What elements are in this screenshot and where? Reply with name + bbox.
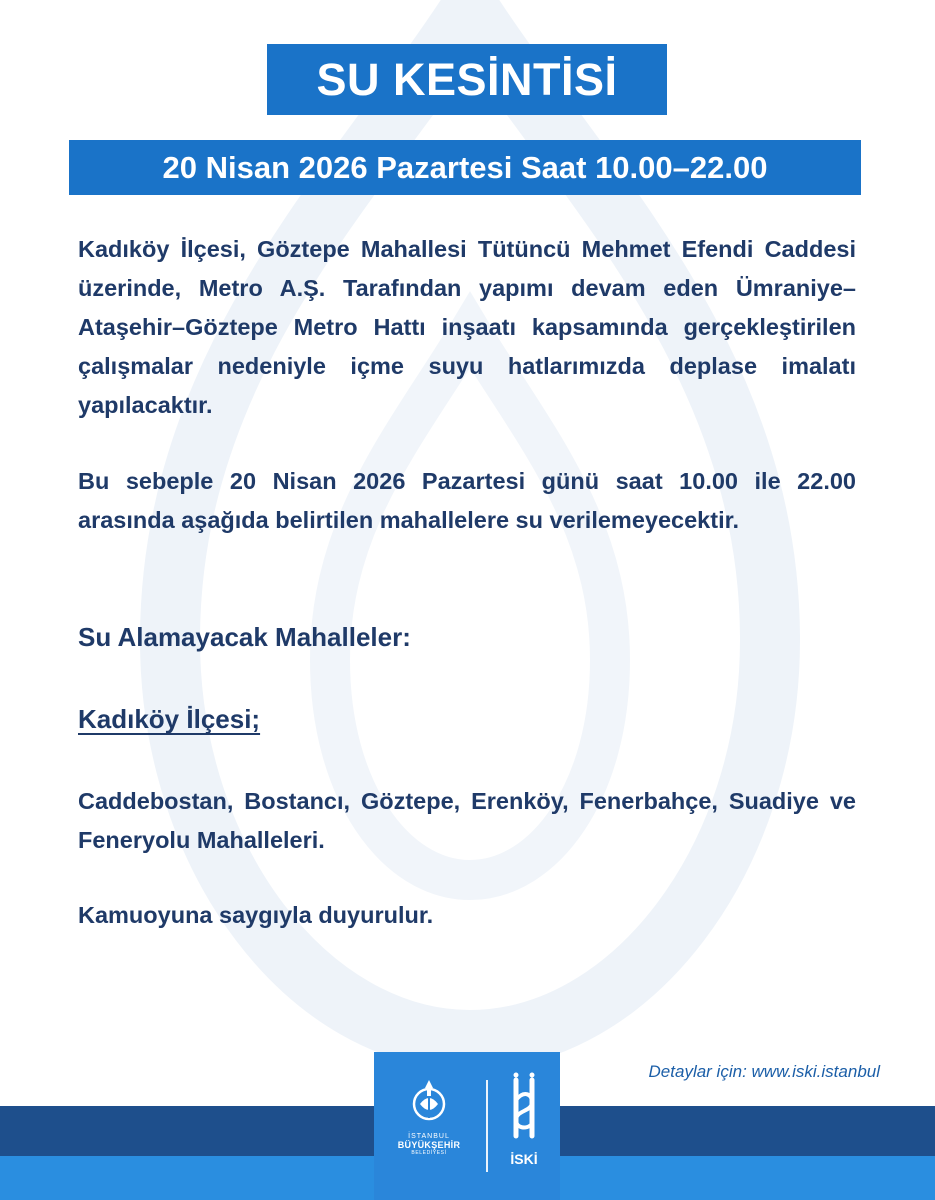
page-title: SU KESİNTİSİ — [267, 44, 667, 115]
intro-paragraph: Kadıköy İlçesi, Göztepe Mahallesi Tütüncü Mehmet Efendi Caddesi üzerinde, Metro A.Ş. Tarafından yapımı devam eden Ümraniye–Ataşehir–Göztepe Metro Hattı inşaatı kapsamında gerçekleştirilen çalışmalar nedeniyle içme suyu hatlarımızda deplase imalatı yapılacaktır. — [78, 236, 856, 418]
details-link[interactable]: Detaylar için: www.iski.istanbul — [648, 1062, 880, 1081]
closing-line: Kamuoyuna saygıyla duyurulur. — [78, 902, 434, 928]
date-time-banner: 20 Nisan 2026 Pazartesi Saat 10.00–22.00 — [69, 140, 861, 195]
outage-paragraph: Bu sebeple 20 Nisan 2026 Pazartesi günü saat 10.00 ile 22.00 arasında aşağıda belirtilen mahallelere su verilemeyecektir. — [78, 468, 856, 533]
logo-panel — [374, 1052, 560, 1200]
neighborhood-list: Caddebostan, Bostancı, Göztepe, Erenköy, Fenerbahçe, Suadiye ve Feneryolu Mahalleleri. — [78, 788, 856, 853]
district-heading: Kadıköy İlçesi; — [78, 704, 261, 734]
ibb-emblem-icon — [409, 1074, 449, 1126]
logo-divider — [486, 1080, 488, 1172]
ibb-logo-line2: BÜYÜKŞEHİR — [397, 1140, 461, 1150]
iski-mark-icon — [504, 1072, 544, 1144]
affected-heading: Su Alamayacak Mahalleler: — [78, 622, 411, 652]
ibb-logo-line1: İSTANBUL — [408, 1133, 450, 1140]
iski-logo-text: İSKİ — [510, 1151, 538, 1167]
iski-logo — [502, 1072, 546, 1178]
ibb-logo — [392, 1074, 466, 1178]
ibb-logo-line3: BELEDİYESİ — [411, 1150, 447, 1156]
